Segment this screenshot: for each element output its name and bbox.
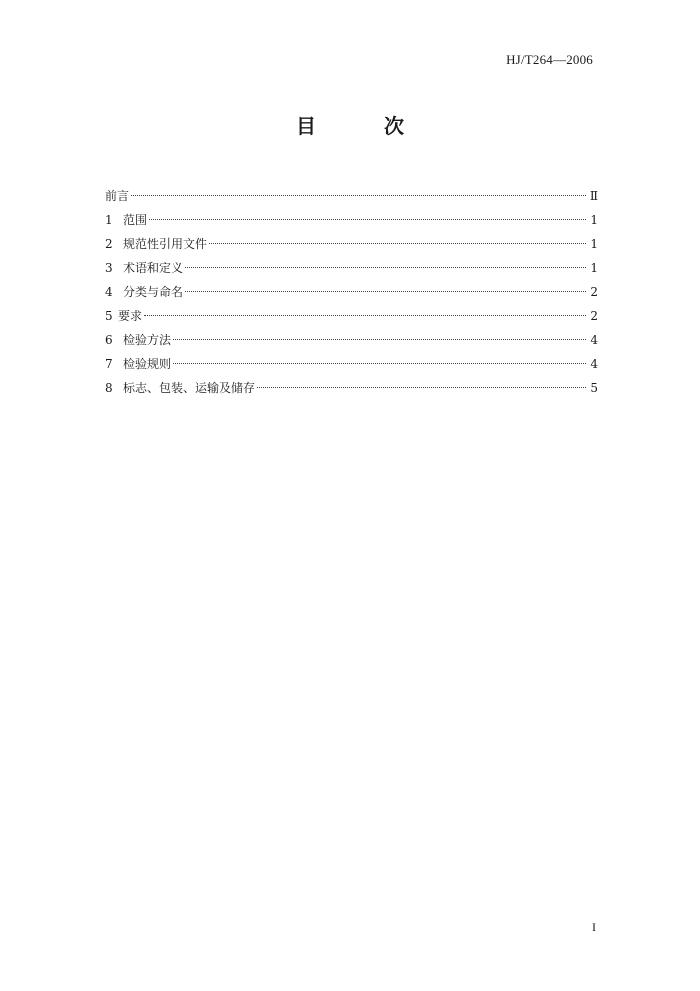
toc-entry-label: 规范性引用文件 xyxy=(123,237,208,251)
toc-entry-label: 术语和定义 xyxy=(123,261,184,275)
toc-entry-label: 检验方法 xyxy=(123,333,172,347)
toc-entry-label: 范围 xyxy=(123,213,148,227)
toc-entry-label: 分类与命名 xyxy=(123,285,184,299)
toc-entry-number: 7 xyxy=(105,357,113,371)
toc-entry-page: 2 xyxy=(590,309,598,323)
toc-entry-marking-packaging[interactable] xyxy=(105,376,598,400)
dot-leader xyxy=(131,195,586,196)
toc-entry-page: 1 xyxy=(590,213,598,227)
toc-entry-page: 1 xyxy=(590,237,598,251)
toc-entry-classification[interactable] xyxy=(105,280,598,304)
standard-number: HJ/T264—2006 xyxy=(506,52,593,67)
dot-leader xyxy=(144,315,586,316)
toc-entry-page: 1 xyxy=(590,261,598,275)
toc-entry-page: 5 xyxy=(590,381,598,395)
toc-title: 目 次 xyxy=(296,114,428,138)
dot-leader xyxy=(209,243,586,244)
dot-leader xyxy=(257,387,586,388)
toc-entry-label: 检验规则 xyxy=(123,357,172,371)
dot-leader xyxy=(173,339,586,340)
table-of-contents xyxy=(105,184,598,400)
toc-entry-number: 2 xyxy=(105,237,113,251)
dot-leader xyxy=(185,267,586,268)
dot-leader xyxy=(185,291,586,292)
toc-entry-normative-references[interactable] xyxy=(105,232,598,256)
dot-leader xyxy=(149,219,586,220)
toc-entry-number: 5 xyxy=(105,309,113,323)
toc-entry-page: Ⅱ xyxy=(589,189,598,203)
toc-entry-number: 3 xyxy=(105,261,113,275)
toc-entry-page: 4 xyxy=(590,357,598,371)
toc-entry-label: 前言 xyxy=(105,189,130,203)
page-number: I xyxy=(592,920,596,934)
dot-leader xyxy=(173,363,586,364)
toc-entry-terms-definitions[interactable] xyxy=(105,256,598,280)
toc-entry-test-methods[interactable] xyxy=(105,328,598,352)
toc-entry-page: 2 xyxy=(590,285,598,299)
toc-entry-requirements[interactable] xyxy=(105,304,598,328)
toc-entry-number: 6 xyxy=(105,333,113,347)
toc-entry-number: 1 xyxy=(105,213,113,227)
toc-entry-scope[interactable] xyxy=(105,208,598,232)
toc-entry-page: 4 xyxy=(590,333,598,347)
toc-entry-foreword[interactable] xyxy=(105,184,598,208)
toc-entry-label: 要求 xyxy=(118,309,143,323)
toc-entry-label: 标志、包装、运输及储存 xyxy=(123,381,256,395)
toc-entry-inspection-rules[interactable] xyxy=(105,352,598,376)
toc-entry-number: 8 xyxy=(105,381,113,395)
toc-entry-number: 4 xyxy=(105,285,113,299)
